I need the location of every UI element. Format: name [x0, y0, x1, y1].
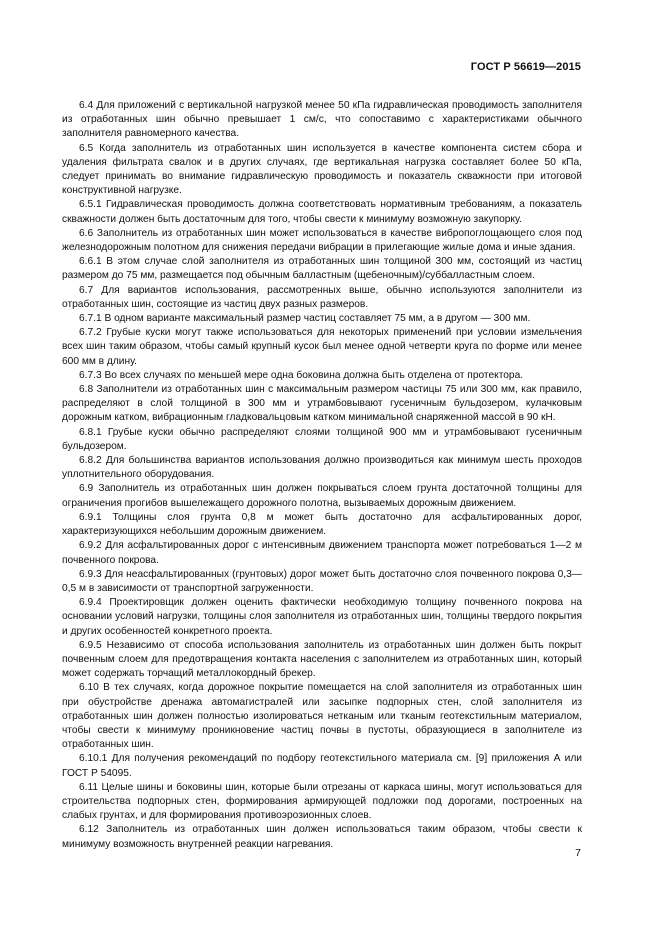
paragraph-6-8-2: 6.8.2 Для большинства вариантов использования должно производиться как минимум шесть проходов уплотнительного оборудования. — [62, 455, 582, 481]
paragraph-6-5: 6.5 Когда заполнитель из отработанных шин используется в качестве компонента систем сбора и удаления фильтрата свалок и в других случаях, где вертикальная нагрузка составляет более 50 кПа, следует принимать во внимание гидравлическую проводимость и показатель скважности при итоговой конструктивной нагрузке. — [62, 142, 582, 197]
paragraph-6-5-1: 6.5.1 Гидравлическая проводимость должна соответствовать нормативным требованиям, а показатель скважности должен быть достаточным для того, чтобы свести к минимуму возможную закупорку. — [62, 199, 582, 225]
paragraph-6-7-3: 6.7.3 Во всех случаях по меньшей мере одна боковина должна быть отделена от протектора. — [79, 369, 524, 381]
paragraph-6-12: 6.12 Заполнитель из отработанных шин должен использоваться таким образом, чтобы свести к минимуму возможность внутренней реакции нагревания. — [62, 824, 582, 850]
document-body — [62, 99, 582, 852]
paragraph-6-9-5: 6.9.5 Независимо от способа использования заполнитель из отработанных шин должен быть покрыт почвенным слоем для предотвращения контакта населения с заполнителем из отработанных шин, который может содержать торчащий металлокордный брекер. — [62, 639, 582, 680]
paragraph-6-9-2: 6.9.2 Для асфальтированных дорог с интенсивным движением транспорта может потребоваться 1—2 м почвенного покрова. — [62, 540, 582, 566]
paragraph-6-7-1: 6.7.1 В одном варианте максимальный размер частиц составляет 75 мм, а в другом — 300 мм. — [79, 313, 531, 325]
paragraph-6-4: 6.4 Для приложений с вертикальной нагрузкой менее 50 кПа гидравлическая проводимость заполнителя из отработанных шин обычно превышает 1 см/с, что сопоставимо с характеристиками обычного заполнителя равномерного качества. — [62, 100, 582, 140]
paragraph-6-8-1: 6.8.1 Грубые куски обычно распределяют слоями толщиной 900 мм и утрамбовывают гусеничным бульдозером. — [62, 426, 582, 452]
paragraph-6-10: 6.10 В тех случаях, когда дорожное покрытие помещается на слой заполнителя из отработанных шин при обустройстве дренажа автомагистралей или засыпке подпорных стен, слой заполнителя из отработанных шин должен полностью изолироваться нетканым или тканым геотекстильным материалом, чтобы свести к минимуму проникновение частиц почвы в пустоты, образующиеся в заполнителе из отработанных шин. — [62, 682, 582, 751]
page-number: 7 — [575, 847, 581, 859]
paragraph-6-6: 6.6 Заполнитель из отработанных шин может использоваться в качестве вибропоглощающего слоя под железнодорожным полотном для снижения передачи вибрации в прилегающие жилые дома и иные здания. — [62, 227, 582, 254]
paragraph-6-9-3: 6.9.3 Для неасфальтированных (грунтовых) дорог может быть достаточно слоя почвенного покрова 0,3—0,5 м в зависимости от транспортной загруженности. — [62, 568, 582, 594]
document-header-standard: ГОСТ Р 56619—2015 — [470, 61, 581, 73]
paragraph-6-7-2: 6.7.2 Грубые куски могут также использоваться для некоторых применений при условии измельчения всех шин таким образом, чтобы самый крупный кусок был менее одной четверти круга по форме или менее 600 мм в длину. — [62, 327, 582, 367]
paragraph-6-9: 6.9 Заполнитель из отработанных шин должен покрываться слоем грунта достаточной толщины для ограничения прогибов вышележащего дорожного полотна, вызываемых дорожным движением. — [62, 483, 582, 509]
paragraph-6-8: 6.8 Заполнители из отработанных шин с максимальным размером частицы 75 или 300 мм, как правило, распределяют в слой толщиной в 300 мм и утрамбовывают гусеничным бульдозером, кулачковым дорожным катком, вибрационным гладковальцовым катком минимальной снаряженной массой в 90 кН. — [62, 384, 582, 424]
paragraph-6-9-4: 6.9.4 Проектировщик должен оценить фактически необходимую толщину почвенного покрова на основании условий нагрузки, толщины слоя заполнителя из отработанных шин, толщины твердого покрытия и других особенностей конкретного проекта. — [62, 597, 582, 637]
paragraph-6-10-1: 6.10.1 Для получения рекомендаций по подбору геотекстильного материала см. [9] приложения А или ГОСТ Р 54095. — [62, 753, 582, 779]
paragraph-6-7: 6.7 Для вариантов использования, рассмотренных выше, обычно используются заполнители из отработанных шин, состоящие из частиц двух разных размеров. — [62, 284, 582, 310]
paragraph-6-11: 6.11 Целые шины и боковины шин, которые были отрезаны от каркаса шины, могут использоваться для строительства подпорных стен, формирования армирующей подложки под дорогами, построенных на слабых грунтах, и для формирования противоэрозионных слоев. — [62, 781, 582, 822]
paragraph-6-6-1: 6.6.1 В этом случае слой заполнителя из отработанных шин толщиной 300 мм, состоящий из частиц размером до 75 мм, размещается под обычным балластным (щебеночным)/суббалластным слоем. — [62, 256, 582, 282]
paragraph-6-9-1: 6.9.1 Толщины слоя грунта 0,8 м может быть достаточно для асфальтированных дорог, характеризующихся небольшим дорожным движением. — [62, 511, 582, 538]
